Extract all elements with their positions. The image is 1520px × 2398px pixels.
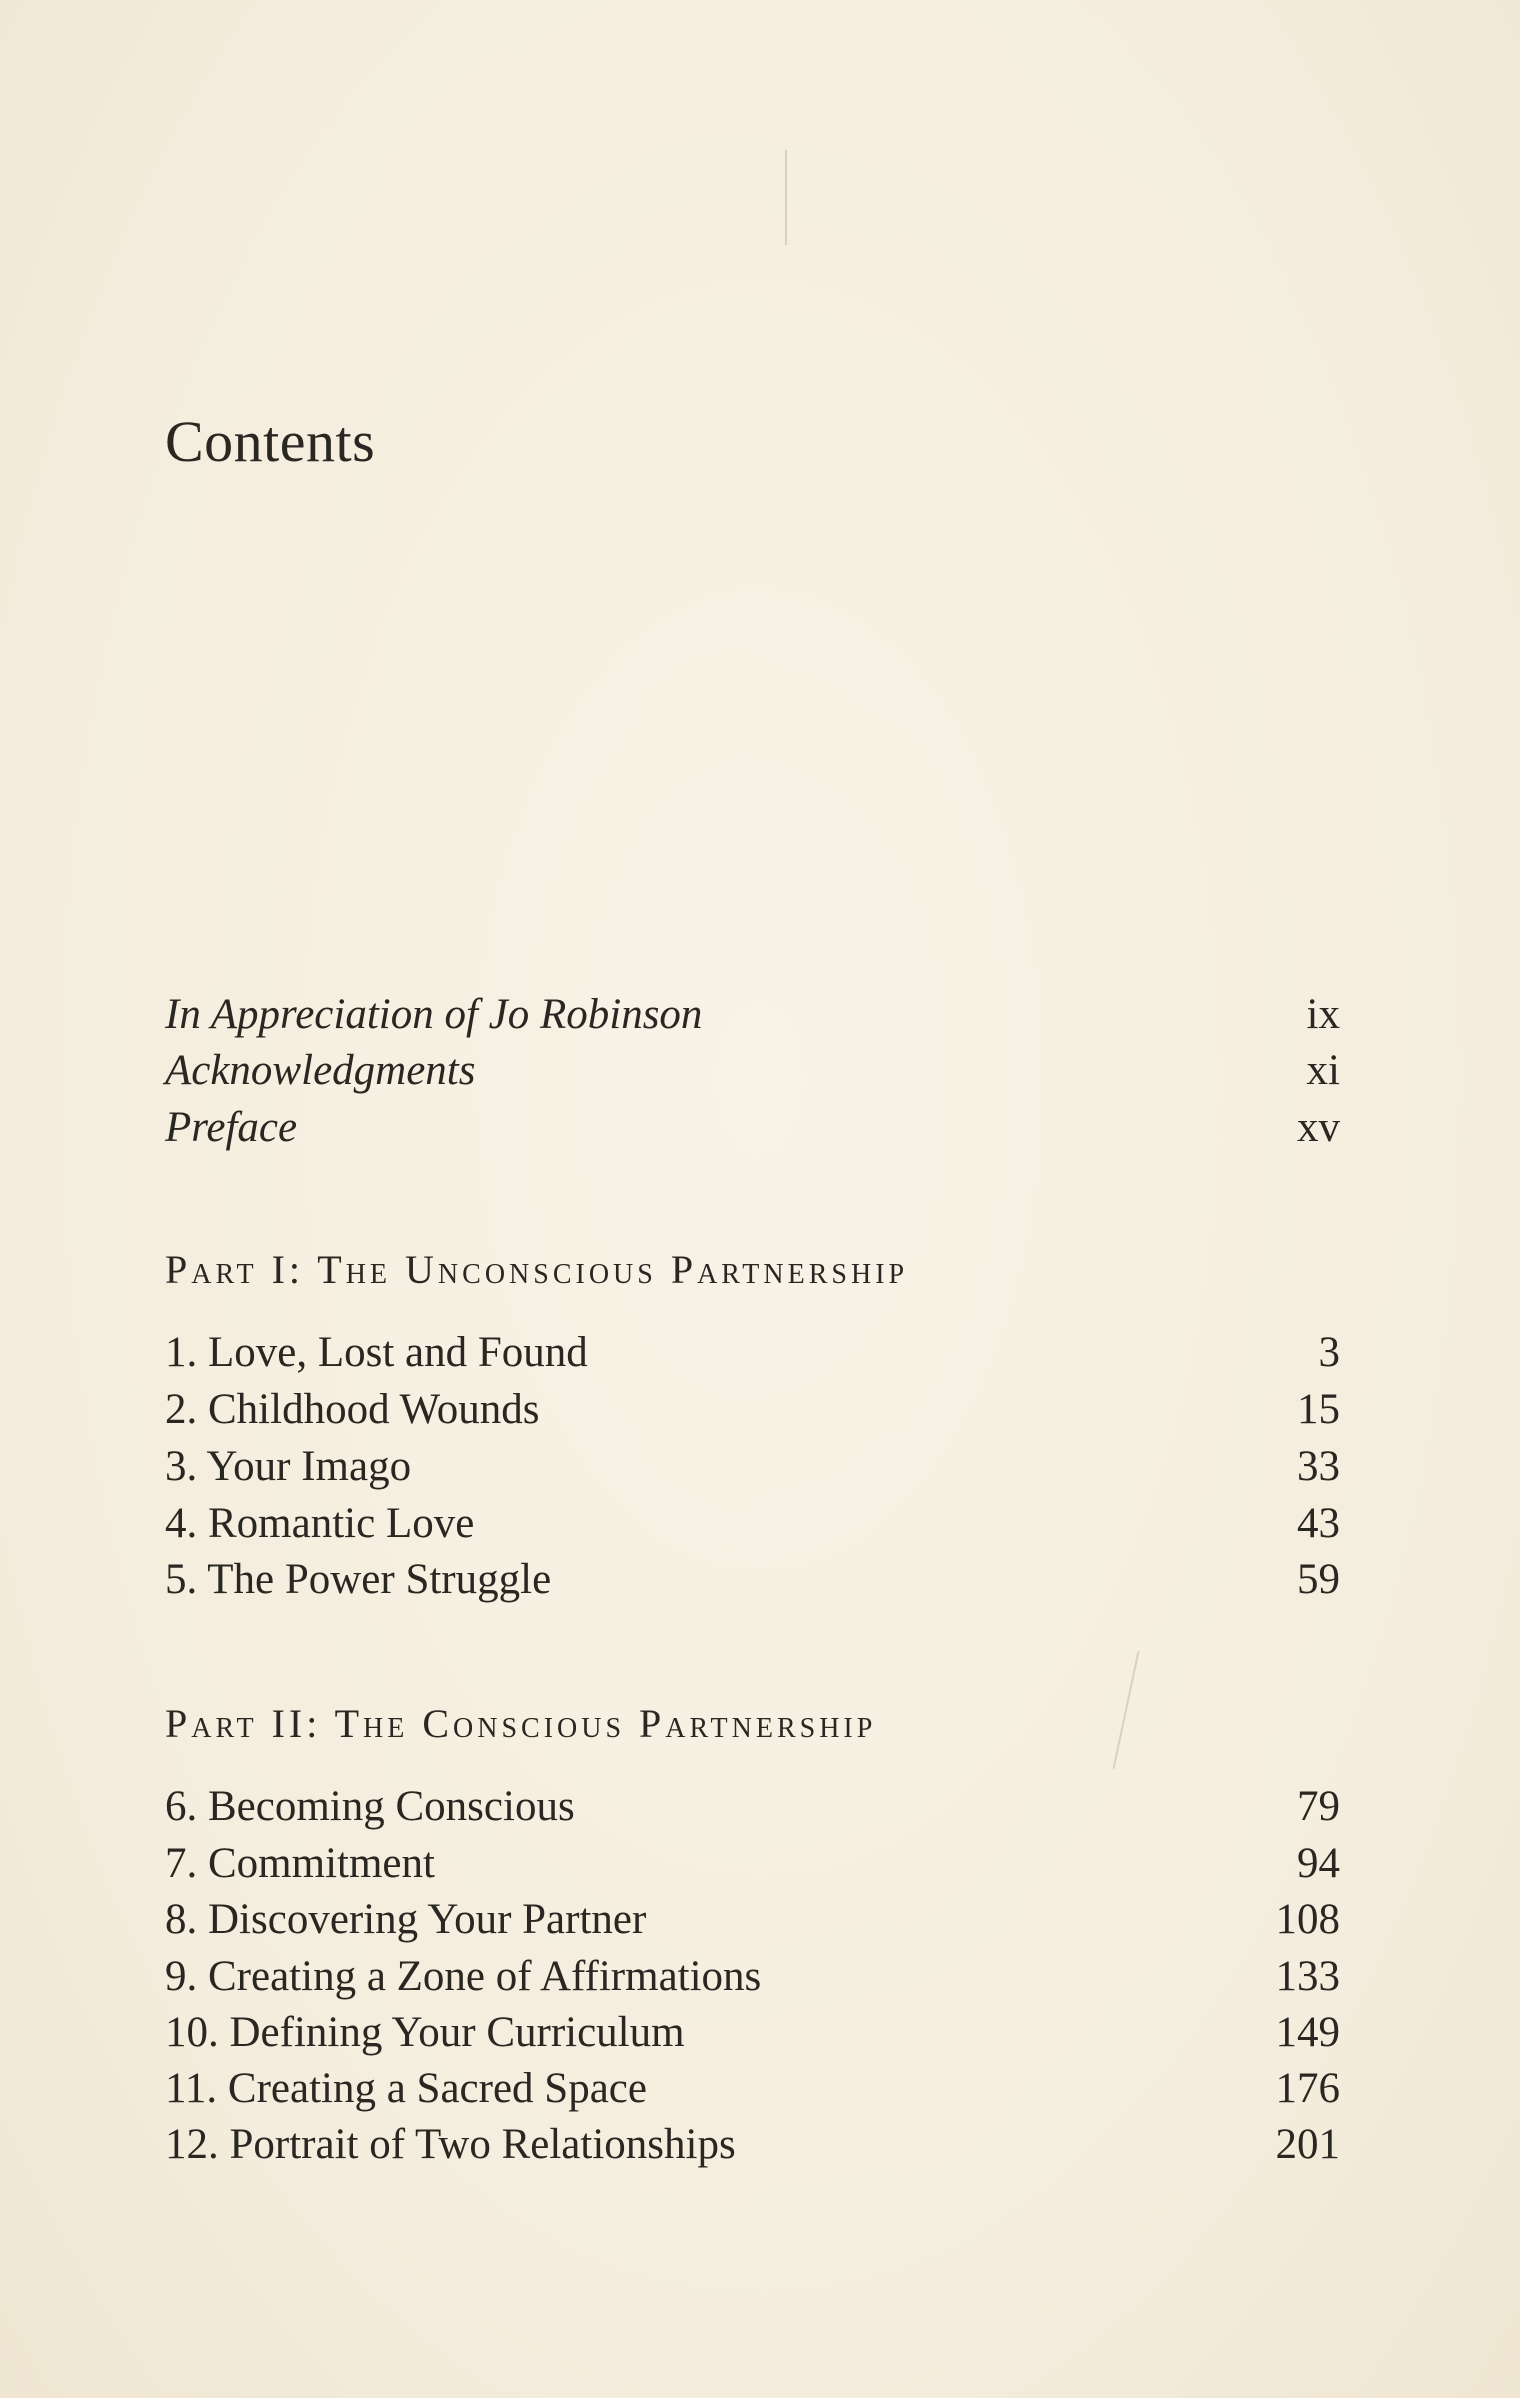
toc-entry-page: 176 — [1275, 2065, 1340, 2112]
toc-entry-page: xi — [1306, 1047, 1340, 1094]
toc-entry-label: 2. Childhood Wounds — [165, 1386, 540, 1433]
toc-entry-page: 94 — [1297, 1840, 1340, 1887]
toc-entry — [165, 2008, 1340, 2068]
toc-entry — [165, 1839, 1340, 1899]
toc-entry-page: 3 — [1318, 1329, 1340, 1376]
toc-entry — [165, 2064, 1340, 2124]
toc-entry-page: 33 — [1297, 1443, 1340, 1490]
toc-entry — [165, 1952, 1340, 2012]
toc-entry — [165, 1046, 1340, 1106]
toc-entry-label: 7. Commitment — [165, 1840, 435, 1887]
toc-entry-page: 79 — [1297, 1783, 1340, 1830]
toc-entry — [165, 1328, 1340, 1388]
part-heading: Part I: The Unconscious Partnership — [165, 1247, 909, 1292]
toc-entry — [165, 2120, 1340, 2180]
toc-entry-page: ix — [1306, 991, 1340, 1038]
toc-entry-page: 133 — [1275, 1953, 1340, 2000]
toc-entry-label: 4. Romantic Love — [165, 1500, 475, 1547]
toc-entry-page: 149 — [1275, 2009, 1340, 2056]
toc-entry — [165, 990, 1340, 1050]
toc-entry — [165, 1895, 1340, 1955]
toc-entry-label: 5. The Power Struggle — [165, 1556, 552, 1603]
toc-entry-label: Acknowledgments — [165, 1047, 476, 1094]
toc-entry-label: 11. Creating a Sacred Space — [165, 2065, 647, 2112]
toc-entry-label: 12. Portrait of Two Relationships — [165, 2121, 736, 2168]
page-title: Contents — [165, 409, 376, 474]
toc-entry — [165, 1103, 1340, 1163]
toc-entry-label: 10. Defining Your Curriculum — [165, 2009, 685, 2056]
toc-entry-page: 108 — [1275, 1896, 1340, 1943]
toc-entry-label: 3. Your Imago — [165, 1443, 412, 1490]
toc-entry-label: In Appreciation of Jo Robinson — [165, 991, 703, 1038]
toc-entry — [165, 1555, 1340, 1615]
toc-entry-label: 1. Love, Lost and Found — [165, 1329, 588, 1376]
paper-blemish — [785, 150, 787, 245]
toc-entry-label: 6. Becoming Conscious — [165, 1783, 575, 1830]
toc-entry-page: 15 — [1297, 1386, 1340, 1433]
toc-entry — [165, 1782, 1340, 1842]
toc-entry-page: xv — [1297, 1104, 1340, 1151]
toc-entry-page: 201 — [1275, 2121, 1340, 2168]
toc-entry — [165, 1442, 1340, 1502]
toc-entry — [165, 1499, 1340, 1559]
toc-entry — [165, 1385, 1340, 1445]
toc-entry-label: 9. Creating a Zone of Affirmations — [165, 1953, 762, 2000]
toc-entry-page: 43 — [1297, 1500, 1340, 1547]
toc-entry-label: 8. Discovering Your Partner — [165, 1896, 647, 1943]
toc-entry-label: Preface — [165, 1104, 298, 1151]
part-heading: Part II: The Conscious Partnership — [165, 1701, 877, 1746]
toc-entry-page: 59 — [1297, 1556, 1340, 1603]
